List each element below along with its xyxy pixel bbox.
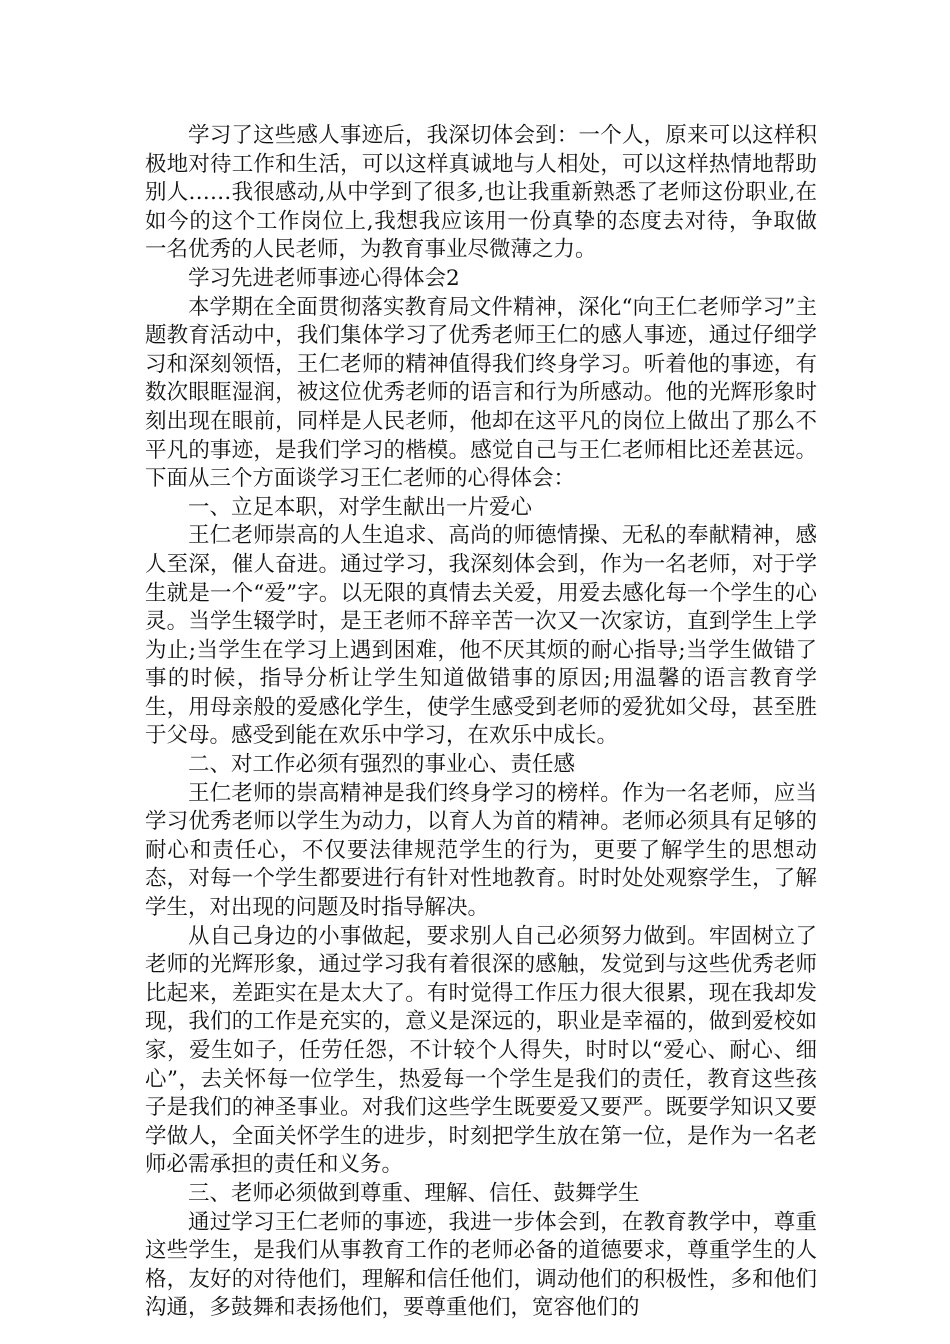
section-heading-1: 一、立足本职，对学生献出一片爱心	[188, 494, 533, 520]
paragraph-section-2b: 从自己身边的小事做起，要求别人自己必须努力做到。牢固树立了老师的光辉形象，通过学习我有着很深的感触，发觉到与这些优秀老师比起来，差距实在是太大了。有时觉得工作压力很大很累，现在我却发现，我们的工作是充实的，意义是深远的，职业是幸福的，做到爱校如家，爱生如子，任劳任怨，不计较个人得失，时时以“爱心、耐心、细心”，去关怀每一位学生，热爱每一个学生是我们的责任，教育这些孩子是我们的神圣事业。对我们这些学生既要爱又要严。既要学知识又要学做人，全面关怀学生的进步，时刻把学生放在第一位，是作为一名老师必需承担的责任和义务。	[145, 923, 817, 1178]
section-heading-3: 三、老师必须做到尊重、理解、信任、鼓舞学生	[188, 1180, 640, 1206]
document-page	[145, 122, 817, 1323]
paragraph-section-2a: 王仁老师的崇高精神是我们终身学习的榜样。作为一名老师，应当学习优秀老师以学生为动力，以育人为首的精神。老师必须具有足够的耐心和责任心，不仅要法律规范学生的行为，更要了解学生的思想动态，对每一个学生都要进行有针对性地教育。时时处处观察学生，了解学生，对出现的问题及时指导解决。	[145, 780, 817, 921]
article-title: 学习先进老师事迹心得体会2	[188, 265, 460, 291]
paragraph-section-3: 通过学习王仁老师的事迹，我进一步体会到，在教育教学中，尊重这些学生，是我们从事教育工作的老师必备的道德要求，尊重学生的人格，友好的对待他们，理解和信任他们，调动他们的积极性，多和他们沟通，多鼓舞和表扬他们，要尊重他们，宽容他们的	[145, 1209, 817, 1321]
section-heading-2: 二、对工作必须有强烈的事业心、责任感	[188, 752, 576, 778]
paragraph-opening: 本学期在全面贯彻落实教育局文件精神，深化“向王仁老师学习”主题教育活动中，我们集体学习了优秀老师王仁的感人事迹，通过仔细学习和深刻领悟，王仁老师的精神值得我们终身学习。听着他的事迹，有数次眼眶湿润，被这位优秀老师的语言和行为所感动。他的光辉形象时刻出现在眼前，同样是人民老师，他却在这平凡的岗位上做出了那么不平凡的事迹，是我们学习的楷模。感觉自己与王仁老师相比还差甚远。下面从三个方面谈学习王仁老师的心得体会：	[145, 294, 817, 492]
paragraph-intro-conclusion: 学习了这些感人事迹后，我深切体会到：一个人，原来可以这样积极地对待工作和生活，可以这样真诚地与人相处，可以这样热情地帮助别人……我很感动,从中学到了很多,也让我重新熟悉了老师这份职业,在如今的这个工作岗位上,我想我应该用一份真挚的态度去对待，争取做一名优秀的人民老师，为教育事业尽微薄之力。	[145, 123, 817, 263]
paragraph-section-1: 王仁老师崇高的人生追求、高尚的师德情操、无私的奉献精神，感人至深，催人奋进。通过学习，我深刻体会到，作为一名老师，对于学生就是一个“爱”字。以无限的真情去关爱，用爱去感化每一个学生的心灵。当学生辍学时，是王老师不辞辛苦一次又一次家访，直到学生上学为止;当学生在学习上遇到困难，他不厌其烦的耐心指导;当学生做错了事的时候，指导分析让学生知道做错事的原因;用温馨的语言教育学生，用母亲般的爱感化学生，使学生感受到老师的爱犹如父母，甚至胜于父母。感受到能在欢乐中学习，在欢乐中成长。	[145, 523, 817, 749]
